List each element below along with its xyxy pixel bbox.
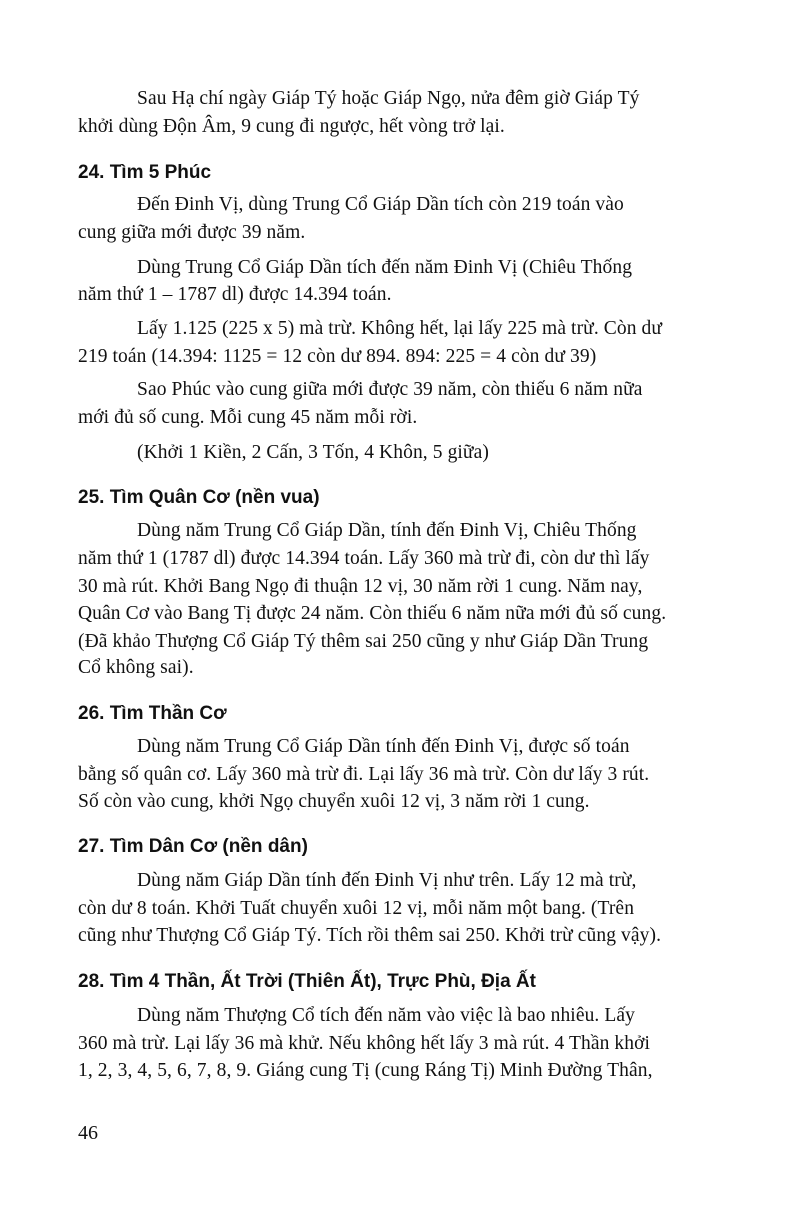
paragraph-line: 360 mà trừ. Lại lấy 36 mà khử. Nếu không hết lấy 3 mà rút. 4 Thần khởi <box>78 1033 651 1054</box>
paragraph-line: cung giữa mới được 39 năm. <box>78 222 306 243</box>
paragraph-line: Dùng năm Giáp Dần tính đến Đinh Vị như trên. Lấy 12 mà trừ, <box>137 870 637 891</box>
section-heading-28: 28. Tìm 4 Thần, Ất Trời (Thiên Ất), Trực Phù, Địa Ất <box>78 971 536 992</box>
section-heading-24: 24. Tìm 5 Phúc <box>78 162 212 183</box>
paragraph-line: Cổ không sai). <box>78 657 194 678</box>
section-heading-26: 26. Tìm Thần Cơ <box>78 703 227 724</box>
paragraph-line: Sao Phúc vào cung giữa mới được 39 năm, còn thiếu 6 năm nữa <box>137 379 643 400</box>
paragraph-line: (Khởi 1 Kiền, 2 Cấn, 3 Tốn, 4 Khôn, 5 giữa) <box>137 442 489 463</box>
paragraph-line: còn dư 8 toán. Khởi Tuất chuyển xuôi 12 vị, mỗi năm một bang. (Trên <box>78 898 635 919</box>
section-heading-25: 25. Tìm Quân Cơ (nền vua) <box>78 487 320 508</box>
paragraph-line: khởi dùng Độn Âm, 9 cung đi ngược, hết vòng trở lại. <box>78 116 505 137</box>
paragraph-line: 1, 2, 3, 4, 5, 6, 7, 8, 9. Giáng cung Tị (cung Ráng Tị) Minh Đường Thân, <box>78 1060 653 1081</box>
paragraph-line: Dùng năm Trung Cổ Giáp Dần, tính đến Đinh Vị, Chiêu Thống <box>137 520 637 541</box>
paragraph-line: Dùng Trung Cổ Giáp Dần tích đến năm Đinh Vị (Chiêu Thống <box>137 257 633 278</box>
paragraph-line: Quân Cơ vào Bang Tị được 24 năm. Còn thiếu 6 năm nữa mới đủ số cung. <box>78 603 667 624</box>
paragraph-line: Dùng năm Thượng Cổ tích đến năm vào việc là bao nhiêu. Lấy <box>137 1005 635 1026</box>
paragraph-line: (Đã khảo Thượng Cổ Giáp Tý thêm sai 250 cũng y như Giáp Dần Trung <box>78 631 649 652</box>
paragraph-line: Lấy 1.125 (225 x 5) mà trừ. Không hết, lại lấy 225 mà trừ. Còn dư <box>137 318 663 339</box>
paragraph-line: năm thứ 1 – 1787 dl) được 14.394 toán. <box>78 284 392 305</box>
paragraph-line: 219 toán (14.394: 1125 = 12 còn dư 894. 894: 225 = 4 còn dư 39) <box>78 346 597 367</box>
paragraph-line: Dùng năm Trung Cổ Giáp Dần tính đến Đinh Vị, được số toán <box>137 736 630 757</box>
paragraph-line: Sau Hạ chí ngày Giáp Tý hoặc Giáp Ngọ, nửa đêm giờ Giáp Tý <box>137 88 640 109</box>
paragraph-line: mới đủ số cung. Mỗi cung 45 năm mỗi rời. <box>78 407 418 428</box>
page-number: 46 <box>78 1122 98 1144</box>
paragraph-line: năm thứ 1 (1787 dl) được 14.394 toán. Lấy 360 mà trừ đi, còn dư thì lấy <box>78 548 650 569</box>
paragraph-line: Đến Đinh Vị, dùng Trung Cổ Giáp Dần tích còn 219 toán vào <box>137 194 624 215</box>
paragraph-line: bằng số quân cơ. Lấy 360 mà trừ đi. Lại lấy 36 mà trừ. Còn dư lấy 3 rút. <box>78 764 650 785</box>
paragraph-line: Số còn vào cung, khởi Ngọ chuyển xuôi 12 vị, 3 năm rời 1 cung. <box>78 791 590 812</box>
section-heading-27: 27. Tìm Dân Cơ (nền dân) <box>78 836 308 857</box>
paragraph-line: cũng như Thượng Cổ Giáp Tý. Tích rồi thêm sai 250. Khởi trừ cũng vậy). <box>78 925 662 946</box>
paragraph-line: 30 mà rút. Khởi Bang Ngọ đi thuận 12 vị, 30 năm rời 1 cung. Năm nay, <box>78 576 643 597</box>
